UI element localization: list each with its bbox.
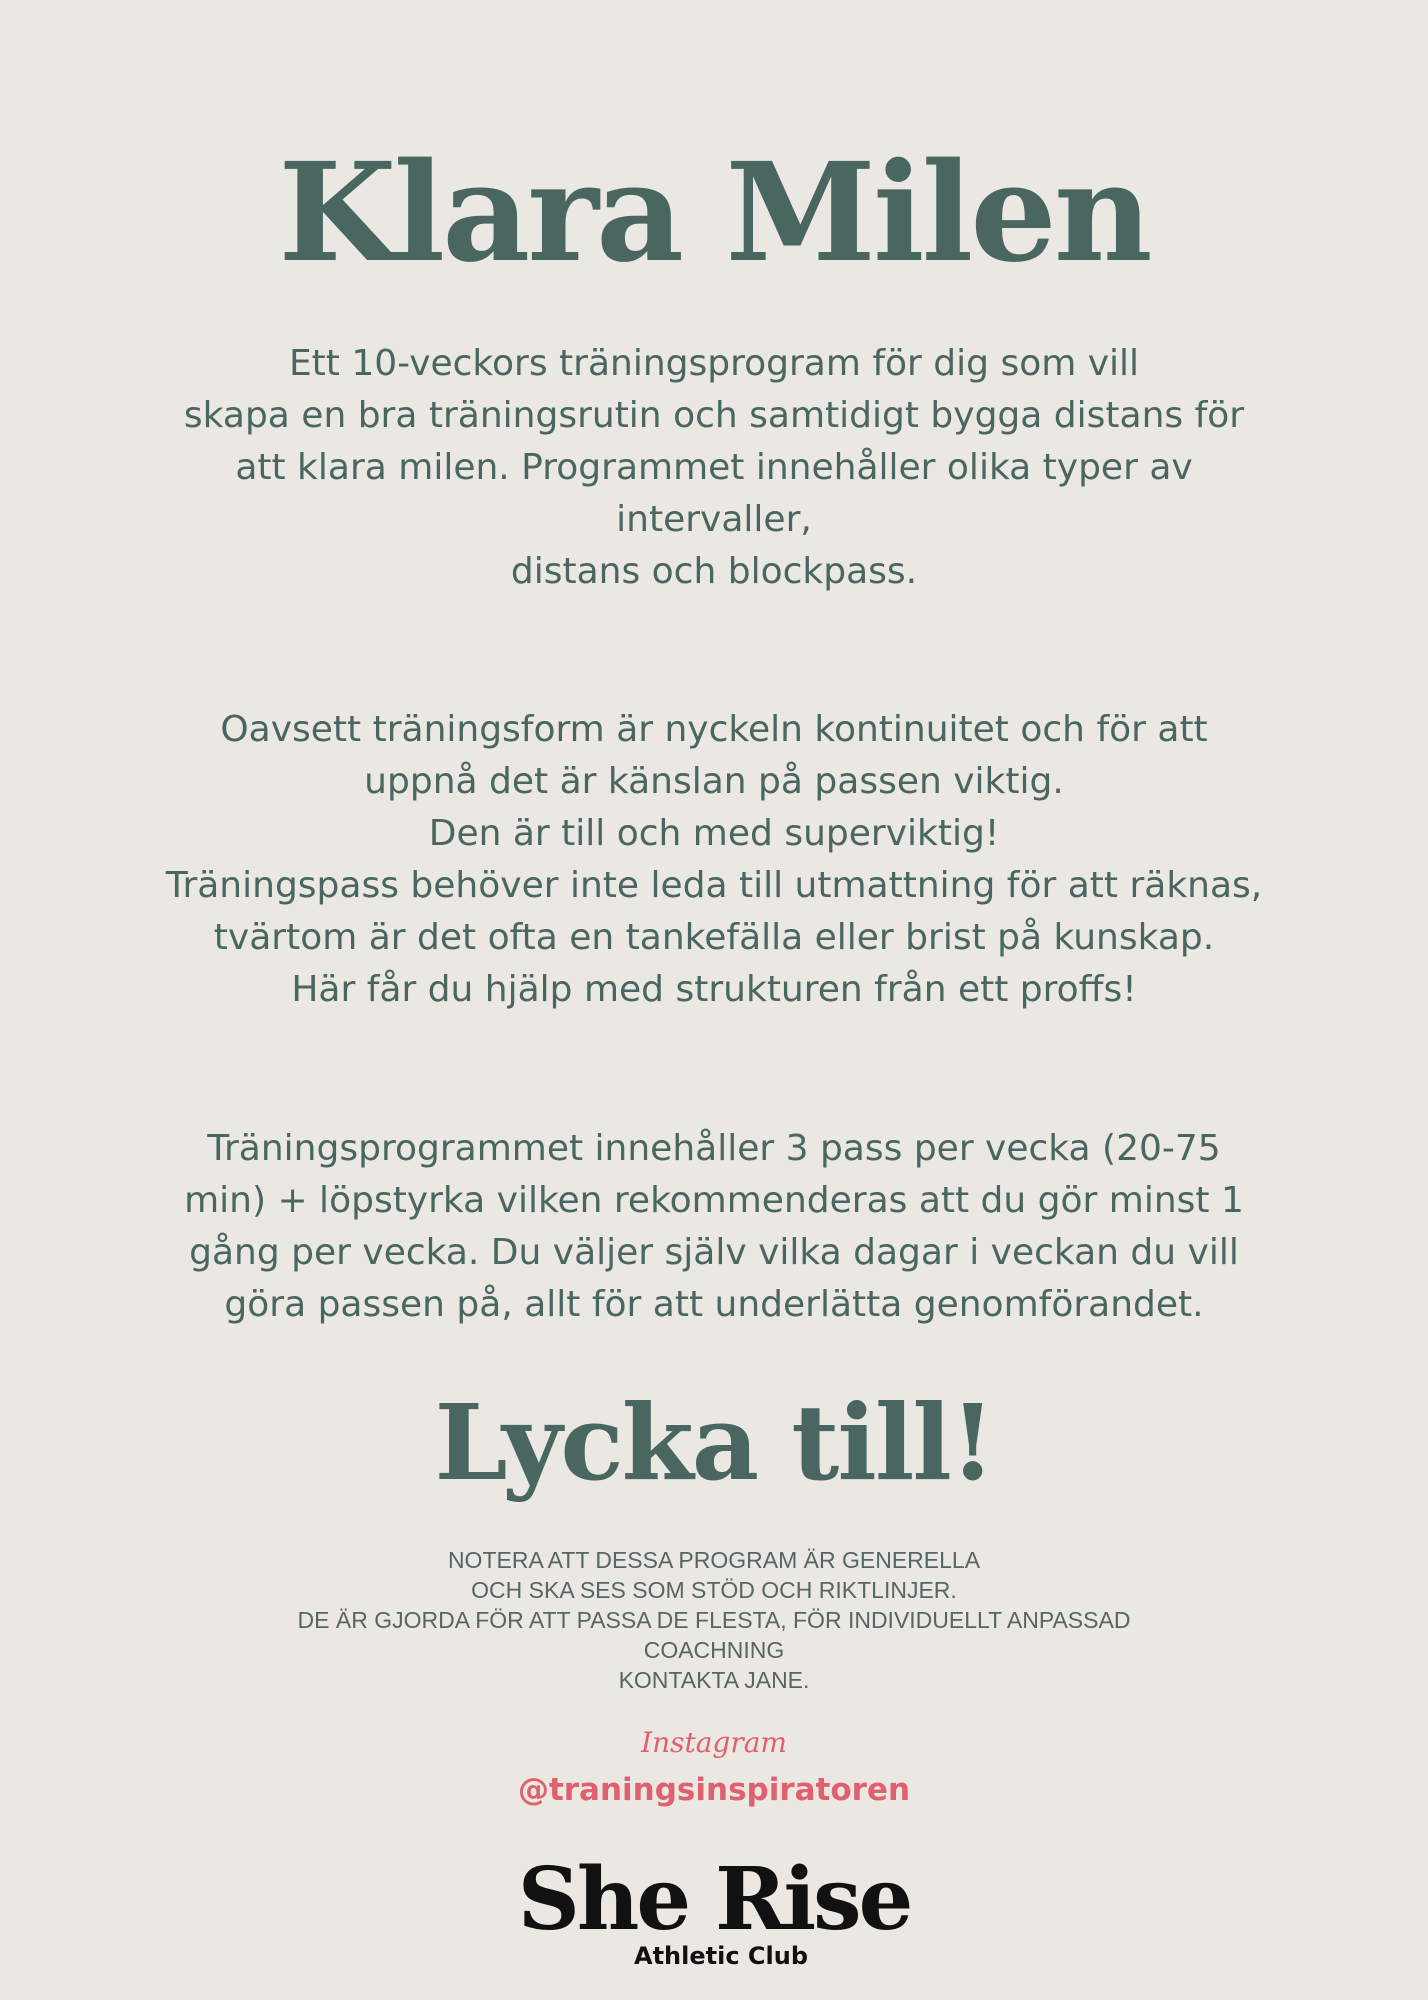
logo-subtitle: Athletic Club bbox=[634, 1942, 809, 1970]
program-line: göra passen på, allt för att underlätta genomförandet. bbox=[224, 1284, 1204, 1325]
notice-line: NOTERA ATT DESSA PROGRAM ÄR GENERELLA bbox=[447, 1547, 981, 1573]
intro-line: att klara milen. Programmet innehåller olika typer av bbox=[235, 447, 1193, 488]
page-title: Klara Milen bbox=[278, 133, 1150, 293]
program-line: Träningsprogrammet innehåller 3 pass per vecka (20-75 bbox=[207, 1128, 1221, 1169]
motivation-line: uppnå det är känslan på passen viktig. bbox=[364, 761, 1064, 802]
motivation-line: Den är till och med superviktig! bbox=[428, 813, 1000, 854]
motivation-line: Här får du hjälp med strukturen från ett proffs! bbox=[291, 969, 1137, 1010]
program-paragraph bbox=[120, 1123, 1308, 1331]
intro-paragraph bbox=[120, 338, 1308, 598]
motivation-line: Oavsett träningsform är nyckeln kontinuitet och för att bbox=[220, 709, 1208, 750]
notice-line: COACHNING bbox=[643, 1637, 785, 1663]
notice-line: DE ÄR GJORDA FÖR ATT PASSA DE FLESTA, FÖR INDIVIDUELLT ANPASSAD bbox=[297, 1607, 1131, 1633]
instagram-handle-link[interactable]: @traningsinspiratoren bbox=[517, 1772, 911, 1808]
notice-line: KONTAKTA JANE. bbox=[618, 1667, 810, 1693]
logo-wordmark: She Rise bbox=[517, 1849, 911, 1950]
she-rise-logo bbox=[514, 1850, 914, 1980]
motivation-line: Träningspass behöver inte leda till utmattning för att räknas, bbox=[165, 865, 1263, 906]
intro-line: intervaller, bbox=[616, 499, 812, 540]
instagram-label: Instagram bbox=[641, 1726, 787, 1759]
program-line: gång per vecka. Du väljer själv vilka dagar i veckan du vill bbox=[189, 1232, 1239, 1273]
motivation-paragraph bbox=[120, 704, 1308, 1016]
motivation-line: tvärtom är det ofta en tankefälla eller brist på kunskap. bbox=[213, 917, 1215, 958]
closing-heading: Lycka till! bbox=[434, 1381, 994, 1504]
disclaimer-notice bbox=[120, 1545, 1308, 1695]
intro-line: skapa en bra träningsrutin och samtidigt bygga distans för bbox=[183, 395, 1245, 436]
program-line: min) + löpstyrka vilken rekommenderas att du gör minst 1 bbox=[184, 1180, 1244, 1221]
intro-line: distans och blockpass. bbox=[510, 551, 918, 592]
notice-line: OCH SKA SES SOM STÖD OCH RIKTLINJER. bbox=[471, 1577, 957, 1603]
intro-line: Ett 10-veckors träningsprogram för dig som vill bbox=[288, 343, 1140, 384]
